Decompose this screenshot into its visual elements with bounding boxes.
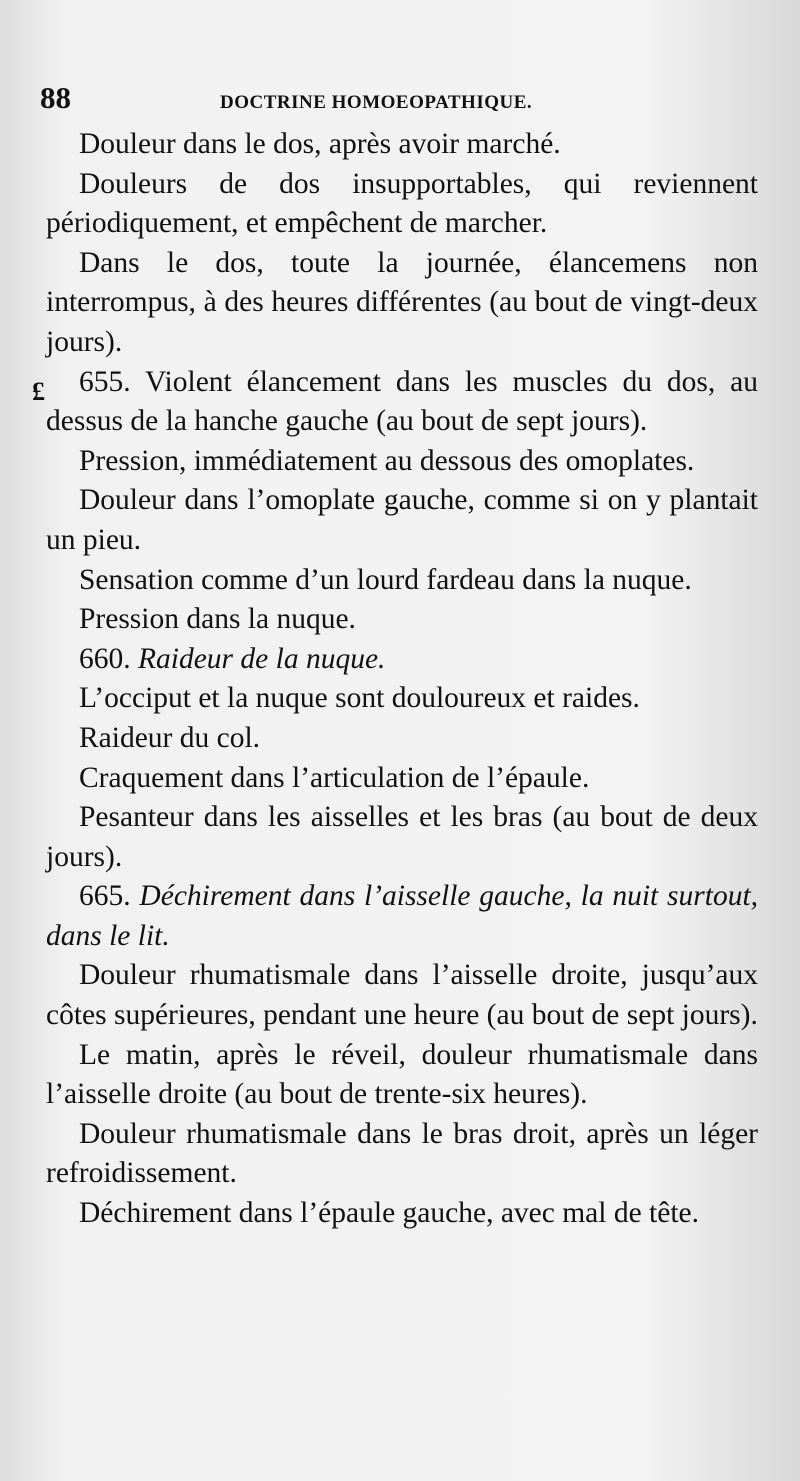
paragraph-text: Déchirement dans l’épaule gauche, avec mal de tête. [79, 1197, 700, 1230]
paragraph-text: Le matin, après le réveil, douleur rhumatismale dans l’aisselle droite (au bout de trente-six heures). [46, 1038, 758, 1111]
paragraph [46, 719, 758, 759]
paragraph-text: Raideur de la nuque. [138, 642, 386, 675]
paragraph [46, 363, 758, 442]
paragraph-text: Craquement dans l’articulation de l’épaule. [79, 761, 590, 794]
paragraph-text: Raideur du col. [79, 721, 261, 754]
paragraph [46, 125, 758, 165]
paragraph [46, 244, 758, 363]
paragraph [46, 877, 758, 956]
running-title: DOCTRINE HOMOEOPATHIQUE. [220, 92, 533, 113]
paragraph-text: Douleurs de dos insupportables, qui reviennent périodiquement, et empêchent de marcher. [46, 167, 758, 240]
paragraph-text: Dans le dos, toute la journée, élancemens non interrompus, à des heures différentes (au bout de vingt-deux jours). [46, 246, 758, 358]
paragraph [46, 561, 758, 601]
paragraph [46, 600, 758, 640]
paragraph [46, 442, 758, 482]
paragraph-text: L’occiput et la nuque sont douloureux et raides. [79, 682, 640, 715]
entry-number: 655. [79, 365, 131, 398]
paragraph-text: Pesanteur dans les aisselles et les bras (au bout de deux jours). [46, 801, 758, 873]
page-number: 88 [40, 80, 71, 115]
paragraph-text: Douleur rhumatismale dans l’aisselle droite, jusqu’aux côtes supérieures, pendant une heure (au bout de sept jours). [46, 959, 758, 1032]
paragraph [46, 165, 758, 244]
paragraph-text: Pression dans la nuque. [79, 603, 356, 636]
paragraph [46, 1115, 758, 1194]
paragraph-text: Déchirement dans l’aisselle gauche, la nuit surtout, dans le lit. [46, 880, 759, 952]
paragraph [46, 798, 758, 877]
paragraph-text: Douleur dans le dos, après avoir marché. [79, 128, 561, 160]
paragraph [46, 679, 758, 719]
page-header [40, 80, 760, 120]
paragraph-text: Douleur dans l’omoplate gauche, comme si on y plantait un pieu. [46, 484, 758, 556]
body-text [46, 125, 758, 1234]
paragraph [46, 640, 758, 680]
paragraph [46, 759, 758, 799]
paragraph [46, 1194, 758, 1234]
paragraph-text: Sensation comme d’un lourd fardeau dans la nuque. [79, 563, 692, 596]
paragraph-text: Pression, immédiatement au dessous des omoplates. [79, 444, 695, 477]
paragraph-text: Douleur rhumatismale dans le bras droit, après un léger refroidissement. [46, 1117, 758, 1190]
entry-number: 665. [79, 880, 131, 913]
margin-mark: £ [32, 377, 45, 406]
paragraph-text: Violent élancement dans les muscles du dos, au dessus de la hanche gauche (au bout de sept jours). [46, 365, 759, 438]
entry-number: 660. [79, 642, 131, 675]
paragraph [46, 481, 758, 560]
paragraph [46, 1036, 758, 1115]
paragraph [46, 956, 758, 1035]
